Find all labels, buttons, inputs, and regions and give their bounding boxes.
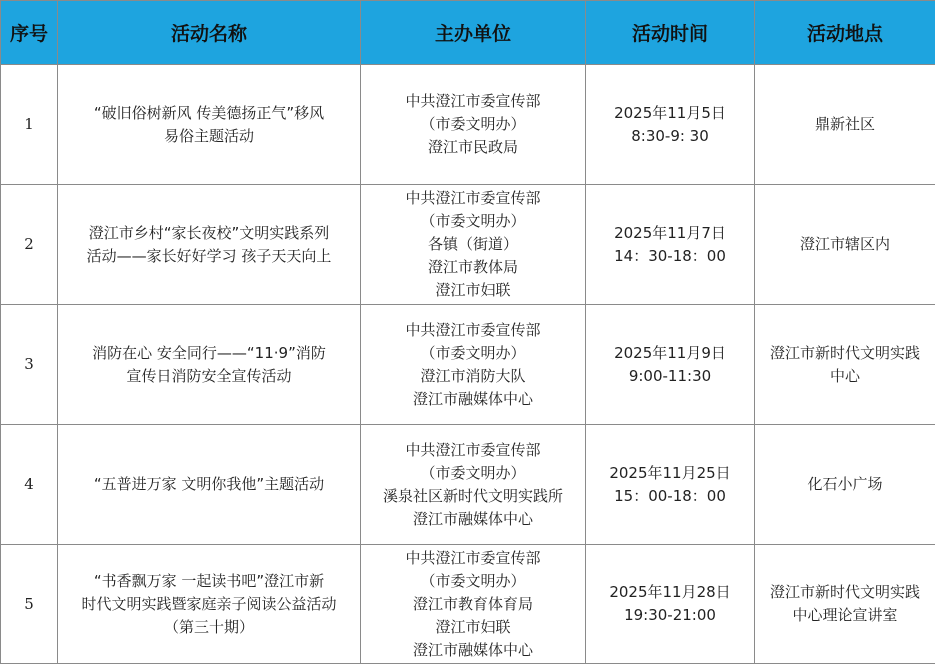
activity-name-line: 澄江市乡村“家长夜校”文明实践系列 (62, 222, 356, 245)
location-line: 澄江市新时代文明实践 (759, 581, 931, 604)
location-line: 中心理论宣讲室 (759, 604, 931, 627)
organizer-line: 中共澄江市委宣传部 (365, 90, 581, 113)
row-index: 5 (1, 545, 58, 664)
time-range: 9:00-11:30 (590, 365, 750, 388)
organizer-line: 澄江市融媒体中心 (365, 639, 581, 662)
activity-name-line: 活动——家长好好学习 孩子天天向上 (62, 245, 356, 268)
location-cell (755, 545, 935, 664)
organizer-cell (361, 305, 586, 425)
activity-name-cell (58, 425, 361, 545)
organizer-line: 澄江市融媒体中心 (365, 508, 581, 531)
organizer-line: 澄江市融媒体中心 (365, 388, 581, 411)
activity-name-cell (58, 65, 361, 185)
header-activity-time: 活动时间 (586, 1, 755, 65)
activity-name-line: “破旧俗树新风 传美德扬正气”移风 (62, 102, 356, 125)
activity-name-cell (58, 305, 361, 425)
organizer-cell (361, 425, 586, 545)
organizer-line: 各镇（街道） (365, 233, 581, 256)
organizer-line: 澄江市消防大队 (365, 365, 581, 388)
time-date: 2025年11月7日 (590, 222, 750, 245)
activity-name-line: 宣传日消防安全宣传活动 (62, 365, 356, 388)
organizer-line: 溪泉社区新时代文明实践所 (365, 485, 581, 508)
organizer-line: （市委文明办） (365, 462, 581, 485)
table-row (1, 305, 935, 425)
organizer-line: （市委文明办） (365, 342, 581, 365)
organizer-line: （市委文明办） (365, 210, 581, 233)
location-line: 鼎新社区 (759, 113, 931, 136)
time-range: 14：30-18：00 (590, 245, 750, 268)
header-organizer: 主办单位 (361, 1, 586, 65)
activity-name-cell (58, 185, 361, 305)
activity-name-line: 易俗主题活动 (62, 125, 356, 148)
table-row (1, 65, 935, 185)
row-index: 1 (1, 65, 58, 185)
organizer-line: 中共澄江市委宣传部 (365, 547, 581, 570)
time-range: 19:30-21:00 (590, 604, 750, 627)
location-line: 澄江市辖区内 (759, 233, 931, 256)
organizer-line: 中共澄江市委宣传部 (365, 439, 581, 462)
row-index: 3 (1, 305, 58, 425)
row-index: 2 (1, 185, 58, 305)
time-date: 2025年11月5日 (590, 102, 750, 125)
organizer-cell (361, 185, 586, 305)
location-cell (755, 425, 935, 545)
header-index: 序号 (1, 1, 58, 65)
activity-name-line: （第三十期） (62, 616, 356, 639)
organizer-line: 澄江市教体局 (365, 256, 581, 279)
header-activity-location: 活动地点 (755, 1, 935, 65)
header-row (1, 1, 935, 65)
time-cell (586, 305, 755, 425)
location-cell (755, 65, 935, 185)
header-activity-name: 活动名称 (58, 1, 361, 65)
time-cell (586, 65, 755, 185)
organizer-line: （市委文明办） (365, 113, 581, 136)
location-cell (755, 185, 935, 305)
time-range: 15：00-18：00 (590, 485, 750, 508)
time-date: 2025年11月28日 (590, 581, 750, 604)
location-line: 中心 (759, 365, 931, 388)
time-cell (586, 425, 755, 545)
organizer-line: 澄江市民政局 (365, 136, 581, 159)
organizer-line: （市委文明办） (365, 570, 581, 593)
table-row (1, 545, 935, 664)
time-cell (586, 545, 755, 664)
time-cell (586, 185, 755, 305)
activity-name-cell (58, 545, 361, 664)
location-line: 澄江市新时代文明实践 (759, 342, 931, 365)
table-row (1, 185, 935, 305)
activity-name-line: “书香飘万家 一起读书吧”澄江市新 (62, 570, 356, 593)
activity-name-line: 消防在心 安全同行——“11·9”消防 (62, 342, 356, 365)
time-date: 2025年11月9日 (590, 342, 750, 365)
table-row (1, 425, 935, 545)
organizer-line: 澄江市妇联 (365, 279, 581, 302)
row-index: 4 (1, 425, 58, 545)
organizer-cell (361, 545, 586, 664)
activity-name-line: “五普进万家 文明你我他”主题活动 (62, 473, 356, 496)
organizer-line: 澄江市妇联 (365, 616, 581, 639)
activity-name-line: 时代文明实践暨家庭亲子阅读公益活动 (62, 593, 356, 616)
time-range: 8:30-9: 30 (590, 125, 750, 148)
organizer-cell (361, 65, 586, 185)
location-cell (755, 305, 935, 425)
organizer-line: 澄江市教育体育局 (365, 593, 581, 616)
organizer-line: 中共澄江市委宣传部 (365, 187, 581, 210)
location-line: 化石小广场 (759, 473, 931, 496)
time-date: 2025年11月25日 (590, 462, 750, 485)
organizer-line: 中共澄江市委宣传部 (365, 319, 581, 342)
